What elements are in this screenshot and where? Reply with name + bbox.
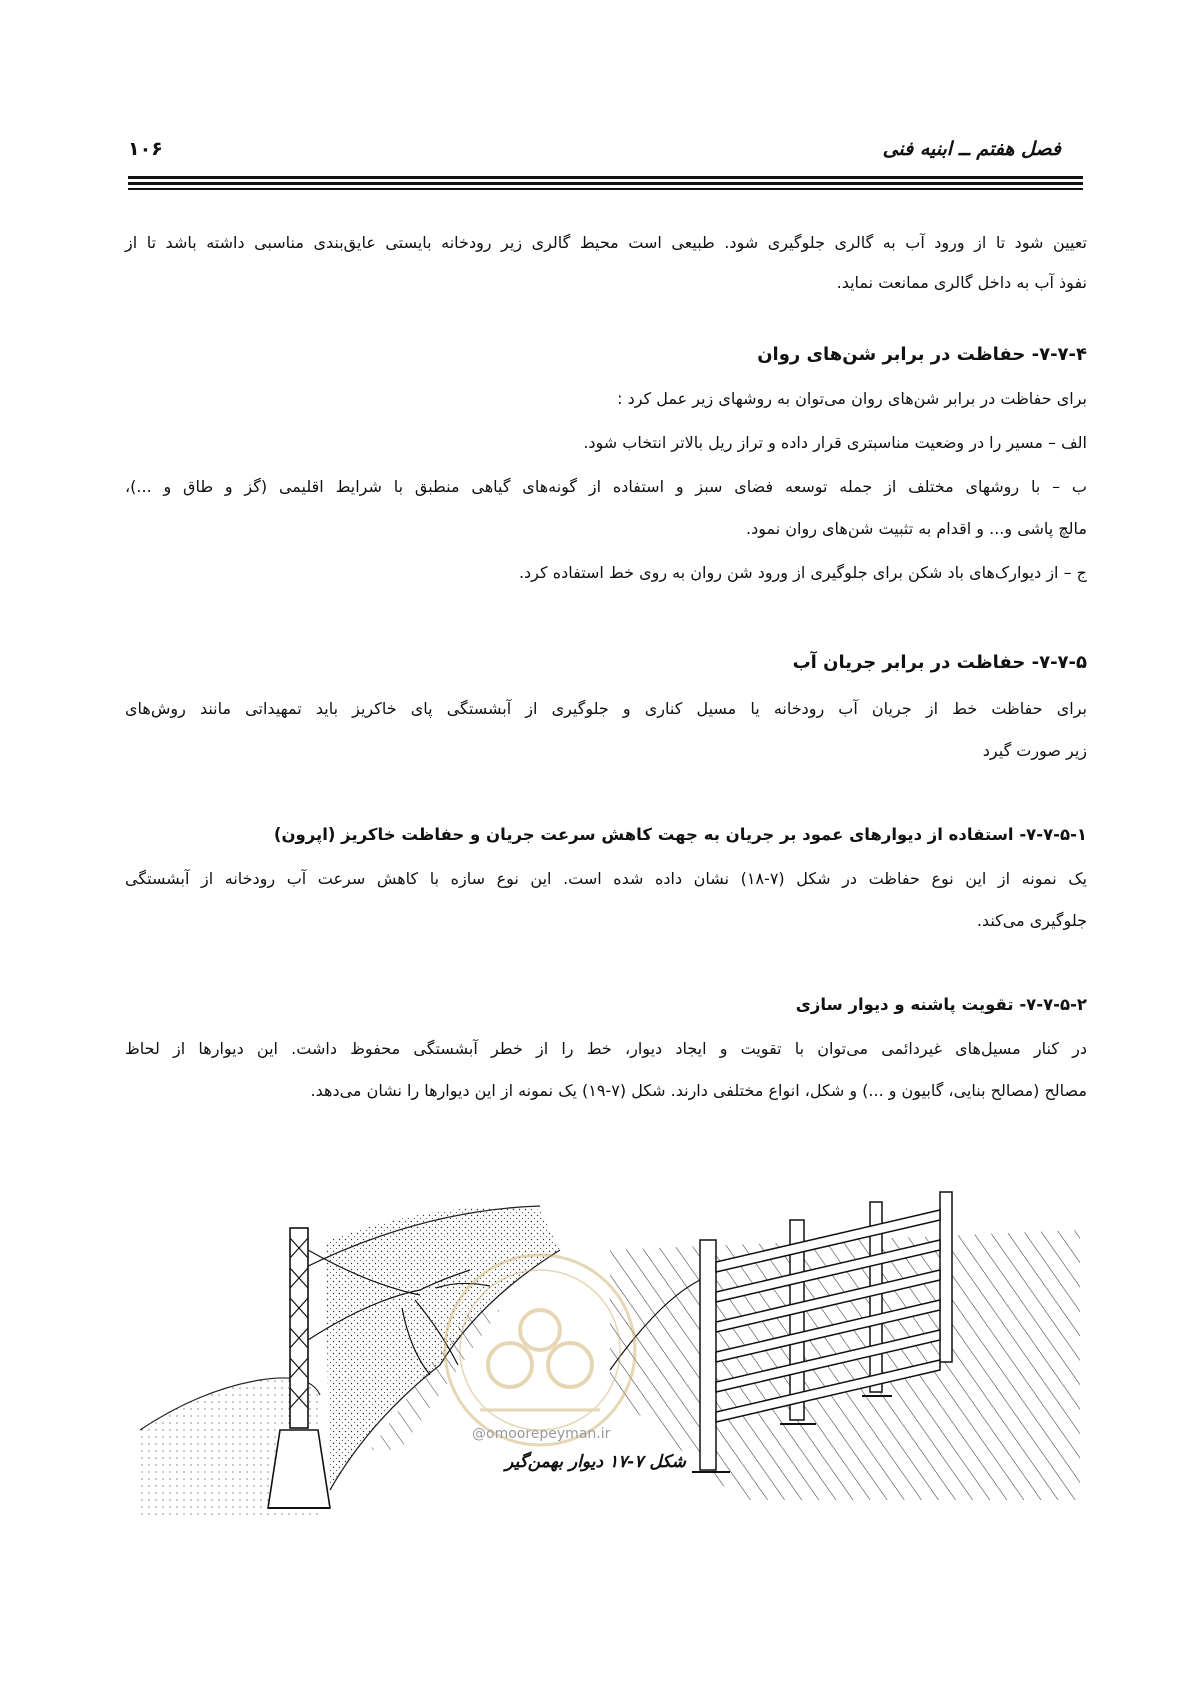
section-4-item-b-line-1: ب – با روشهای مختلف از جمله توسعه فضای سبز و استفاده از گونه‌های گیاهی منطبق با شرایط اقلیمی (گز و طاق و ...)، [125,477,1087,496]
section-4-item-b-line-2: مالچ پاشی و... و اقدام به تثبیت شن‌های روان نمود. [746,519,1087,538]
header-rule-thick [128,176,1083,179]
section-4-item-a: الف – مسیر را در وضعیت مناسبتری قرار داده و تراز ریل بالاتر انتخاب شود. [583,433,1087,452]
page-number: ۱۰۶ [128,138,163,160]
watermark-text: @omoorepeyman.ir [472,1426,611,1442]
section-5-2-line-1: در کنار مسیل‌های غیردائمی می‌توان با تقویت و ایجاد دیوار، خط را از خطر آبشستگی محفوظ داشت. این دیوارها از لحاظ [125,1039,1087,1058]
header-rule-thin [128,188,1083,190]
section-5-line-1: برای حفاظت خط از جریان آب رودخانه یا مسیل کناری و جلوگیری از آبشستگی پای خاکریز باید تمهیداتی مانند روش‌های [125,699,1087,718]
section-5-1-line-1: یک نمونه از این نوع حفاظت در شکل (۷-۱۸) نشان داده شده است. این نوع سازه با کاهش سرعت آب رودخانه از آبشستگی [125,869,1088,888]
section-4-heading: ۷-۷-۴- حفاظت در برابر شن‌های روان [757,344,1087,365]
watermark-logo [445,1255,635,1445]
section-5-2-heading: ۷-۷-۵-۲- تقویت پاشنه و دیوار سازی [795,995,1087,1014]
section-5-line-2: زیر صورت گیرد [982,741,1087,760]
section-4-item-c: ج – از دیوارک‌های باد شکن برای جلوگیری از ورود شن روان به روی خط استفاده کرد. [518,563,1087,582]
figure-caption: شکل ۷-۱۷ دیوار بهمن‌گیر [505,1452,686,1472]
snow-slope [140,1206,560,1520]
intro-line-2: نفوذ آب به داخل گالری ممانعت نماید. [836,273,1087,292]
chapter-title: فصل هفتم ــ ابنیه فنی [882,138,1061,160]
section-4-intro: برای حفاظت در برابر شن‌های روان می‌توان به روشهای زیر عمل کرد : [617,389,1087,408]
section-5-1-heading: ۷-۷-۵-۱- استفاده از دیوارهای عمود بر جریان به جهت کاهش سرعت جریان و حفاظت خاکریز (اپرون) [273,825,1087,844]
header-rule-thick-2 [128,182,1083,185]
section-5-2-line-2: مصالح (مصالح بنایی، گابیون و ...) و شکل، انواع مختلفی دارند. شکل (۷-۱۹) یک نمونه از این دیوارها را نشان می‌دهد. [310,1081,1087,1100]
section-5-heading: ۷-۷-۵- حفاظت در برابر جریان آب [792,652,1087,673]
section-5-1-line-2: جلوگیری می‌کند. [976,911,1087,930]
intro-line-1: تعیین شود تا از ورود آب به گالری جلوگیری شود. طبیعی است محیط گالری زیر رودخانه بایستی عایق‌بندی مناسبی داشته باشد تا از [125,233,1087,252]
